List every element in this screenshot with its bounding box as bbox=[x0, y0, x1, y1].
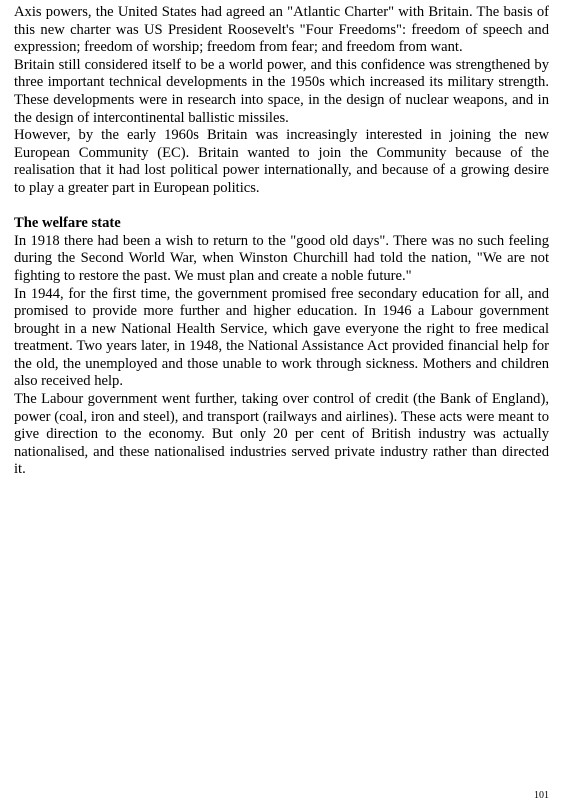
paragraph-education-health: In 1944, for the first time, the government promised free secondary education for all, and promised to provide more further and higher education. In 1946 a Labour government brought in a new National Health Service, which gave everyone the right to free medical treatment. Two years later, in 1948, the National Assistance Act provided financial help for the old, the unemployed and those unable to work through sickness. Mothers and children also received help. bbox=[14, 285, 549, 390]
paragraph-nationalisation: The Labour government went further, taking over control of credit (the Bank of England), power (coal, iron and steel), and transport (railways and airlines). These acts were meant to give direction to the economy. But only 20 per cent of British industry was actually nationalised, and these nationalised industries served private industry rather than directed it. bbox=[14, 391, 549, 478]
section-heading-welfare-state: The welfare state bbox=[14, 215, 121, 232]
paragraph-atlantic-charter: Axis powers, the United States had agreed an "Atlantic Charter" with Britain. The basis of this new charter was US President Roosevelt's "Four Freedoms": freedom of speech and expression; freedom of worship; freedom from fear; and freedom from want. bbox=[14, 4, 549, 56]
paragraph-european-community: However, by the early 1960s Britain was increasingly interested in joining the new European Community (EC). Britain wanted to join the Community because of the realisation that it had lost political power internationally, and because of a growing desire to play a greater part in European politics. bbox=[14, 127, 549, 196]
paragraph-world-power: Britain still considered itself to be a world power, and this confidence was strengthened by three important technical developments in the 1950s which increased its military strength. These developments were in research into space, in the design of nuclear weapons, and in the design of intercontinental ballistic missiles. bbox=[14, 56, 549, 126]
page-body bbox=[14, 4, 549, 479]
page-number: 101 bbox=[534, 790, 549, 801]
section-spacer bbox=[14, 198, 549, 216]
paragraph-good-old-days: In 1918 there had been a wish to return to the "good old days". There was no such feeling during the Second World War, when Winston Churchill had told the nation, "We are not fighting to restore the past. We must plan and create a noble future." bbox=[14, 232, 549, 284]
